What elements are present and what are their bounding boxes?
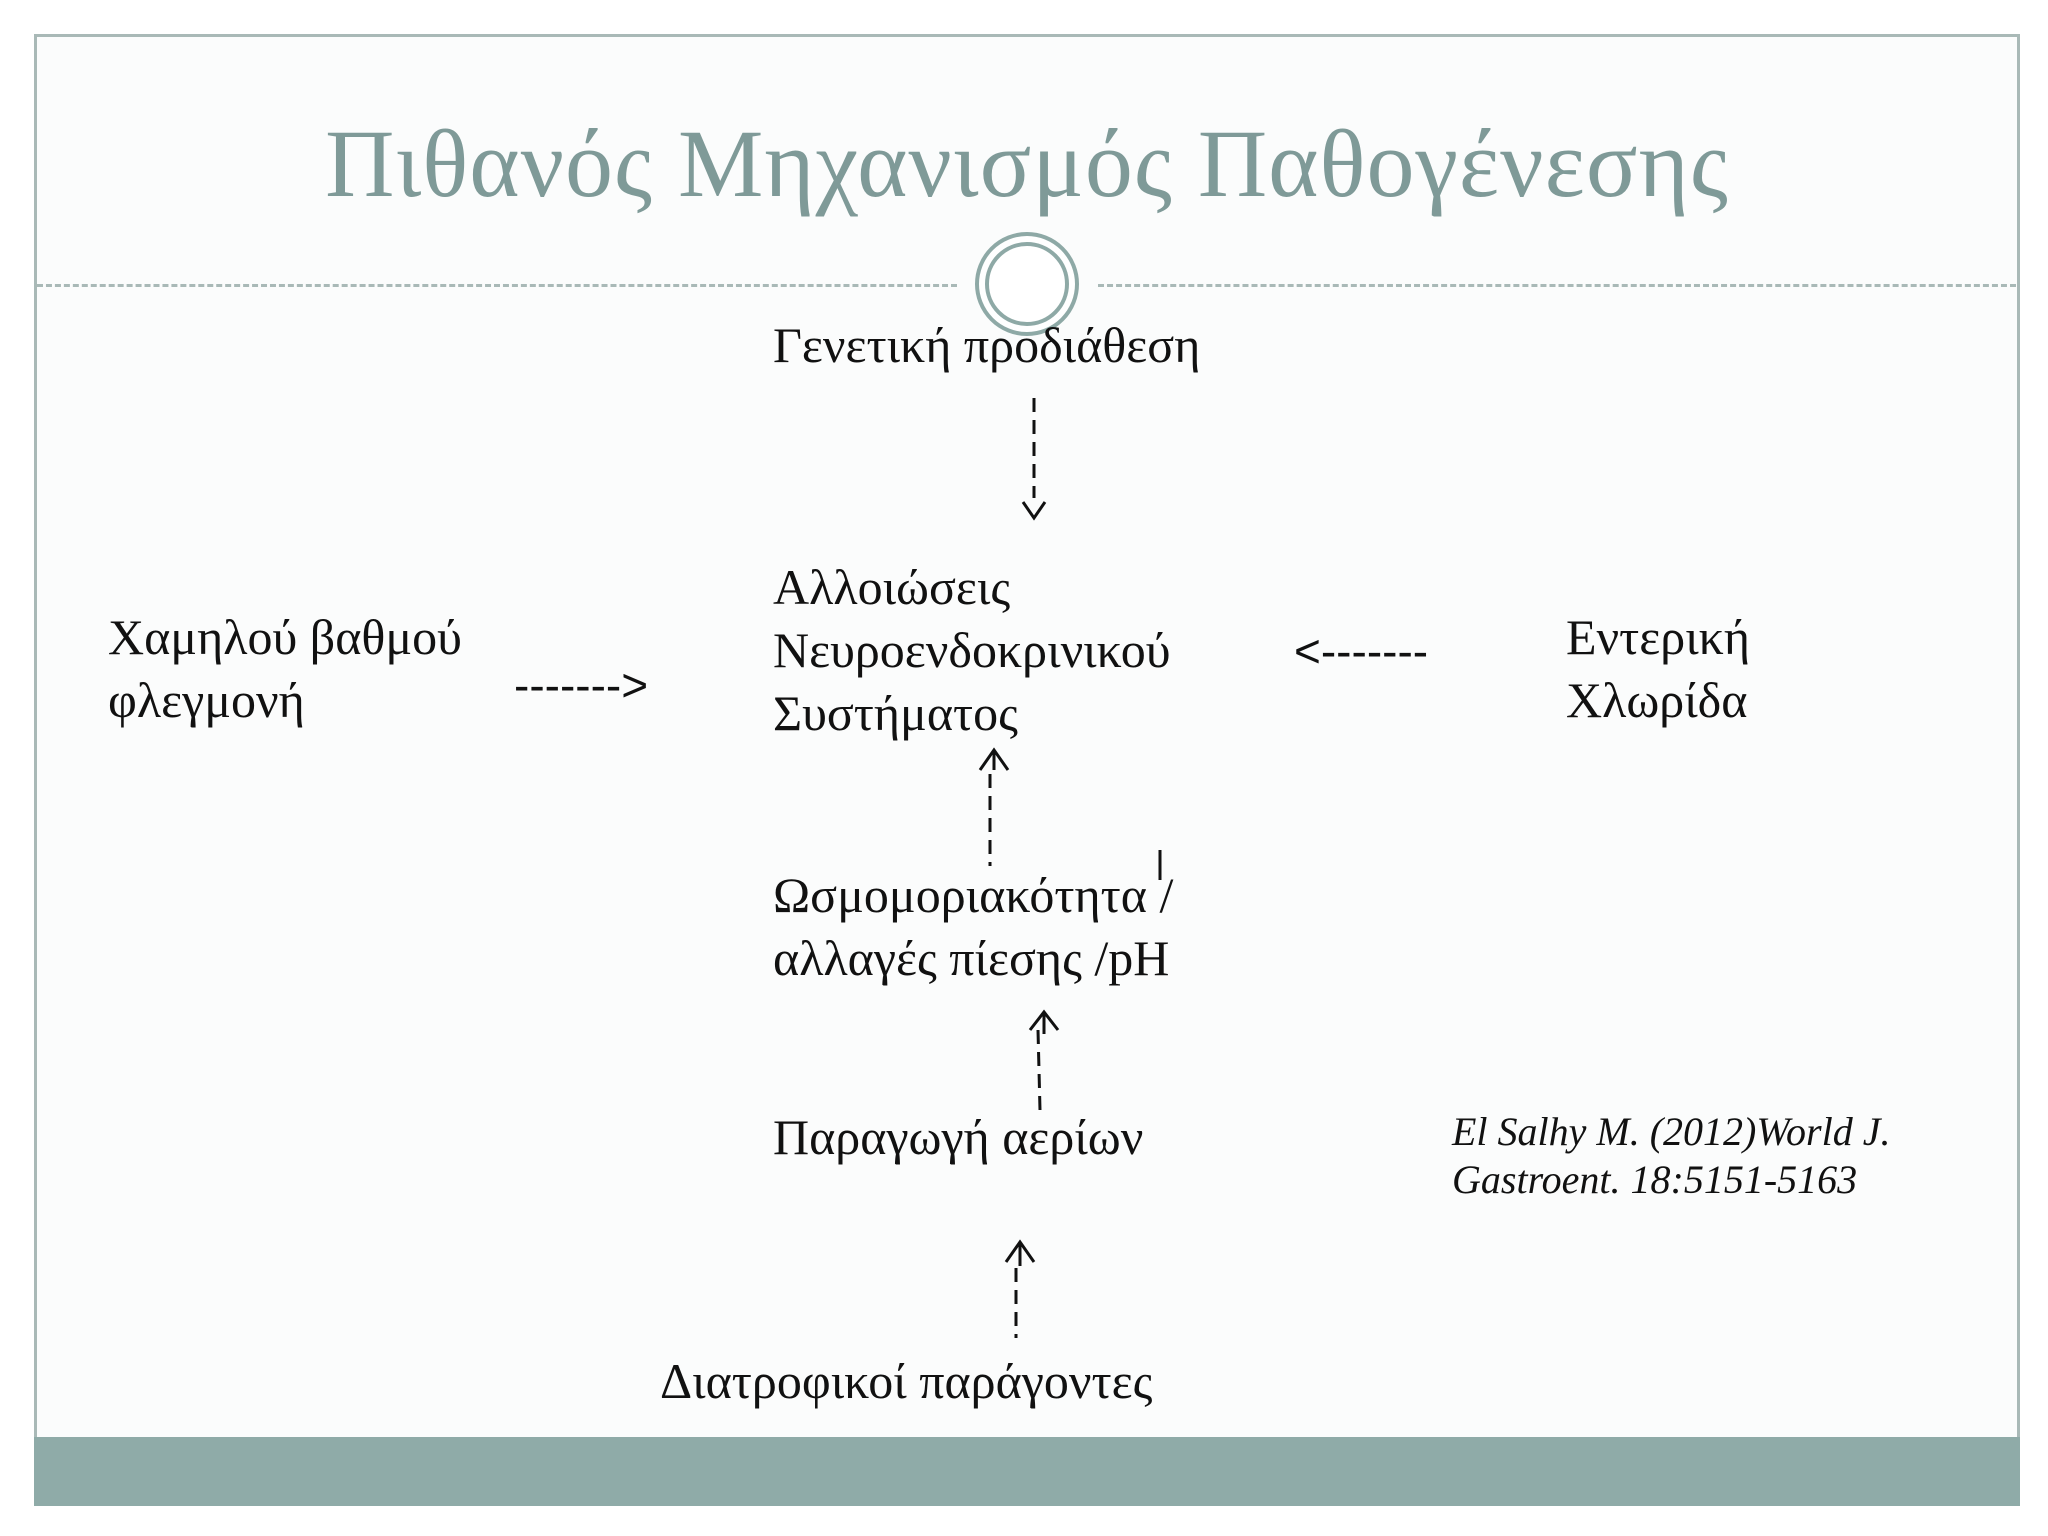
node-flora-line-2: Χλωρίδα — [1566, 672, 1748, 728]
node-inflammation-line-1: Χαμηλού βαθμού — [108, 609, 462, 665]
citation — [1452, 1108, 1890, 1204]
arrow-flora-to-neuro: <------- — [1294, 625, 1429, 677]
arrow-gas-to-osmolarity-shaft — [1038, 1030, 1040, 1110]
slide-title: Πιθανός Μηχανισμός Παθογένεσης — [325, 110, 1729, 217]
citation-line-1: El Salhy M. (2012)World J. — [1452, 1109, 1891, 1154]
node-neuroendocrine-line-3: Συστήματος — [773, 685, 1018, 741]
node-flora-line-1: Εντερική — [1566, 609, 1750, 665]
arrow-inflammation-to-neuro: -------> — [514, 659, 649, 711]
footer-bar — [34, 1437, 2020, 1506]
node-neuroendocrine-line-2: Νευροενδοκρινικού — [773, 622, 1171, 678]
node-osmolarity-line-1: Ωσμομοριακότητα / — [773, 867, 1174, 923]
node-gas-production: Παραγωγή αερίων — [773, 1109, 1144, 1165]
node-inflammation-line-2: φλεγμονή — [108, 672, 305, 728]
arrow-genetic-to-neuro-head — [1023, 502, 1045, 518]
node-genetic-predisposition: Γενετική προδιάθεση — [773, 317, 1201, 373]
node-osmolarity-line-2: αλλαγές πίεσης /pH — [773, 930, 1170, 986]
citation-line-2: Gastroent. 18:5151-5163 — [1452, 1157, 1858, 1202]
node-neuroendocrine-line-1: Αλλοιώσεις — [773, 559, 1011, 615]
node-dietary-factors: Διατροφικοί παράγοντες — [660, 1353, 1153, 1409]
